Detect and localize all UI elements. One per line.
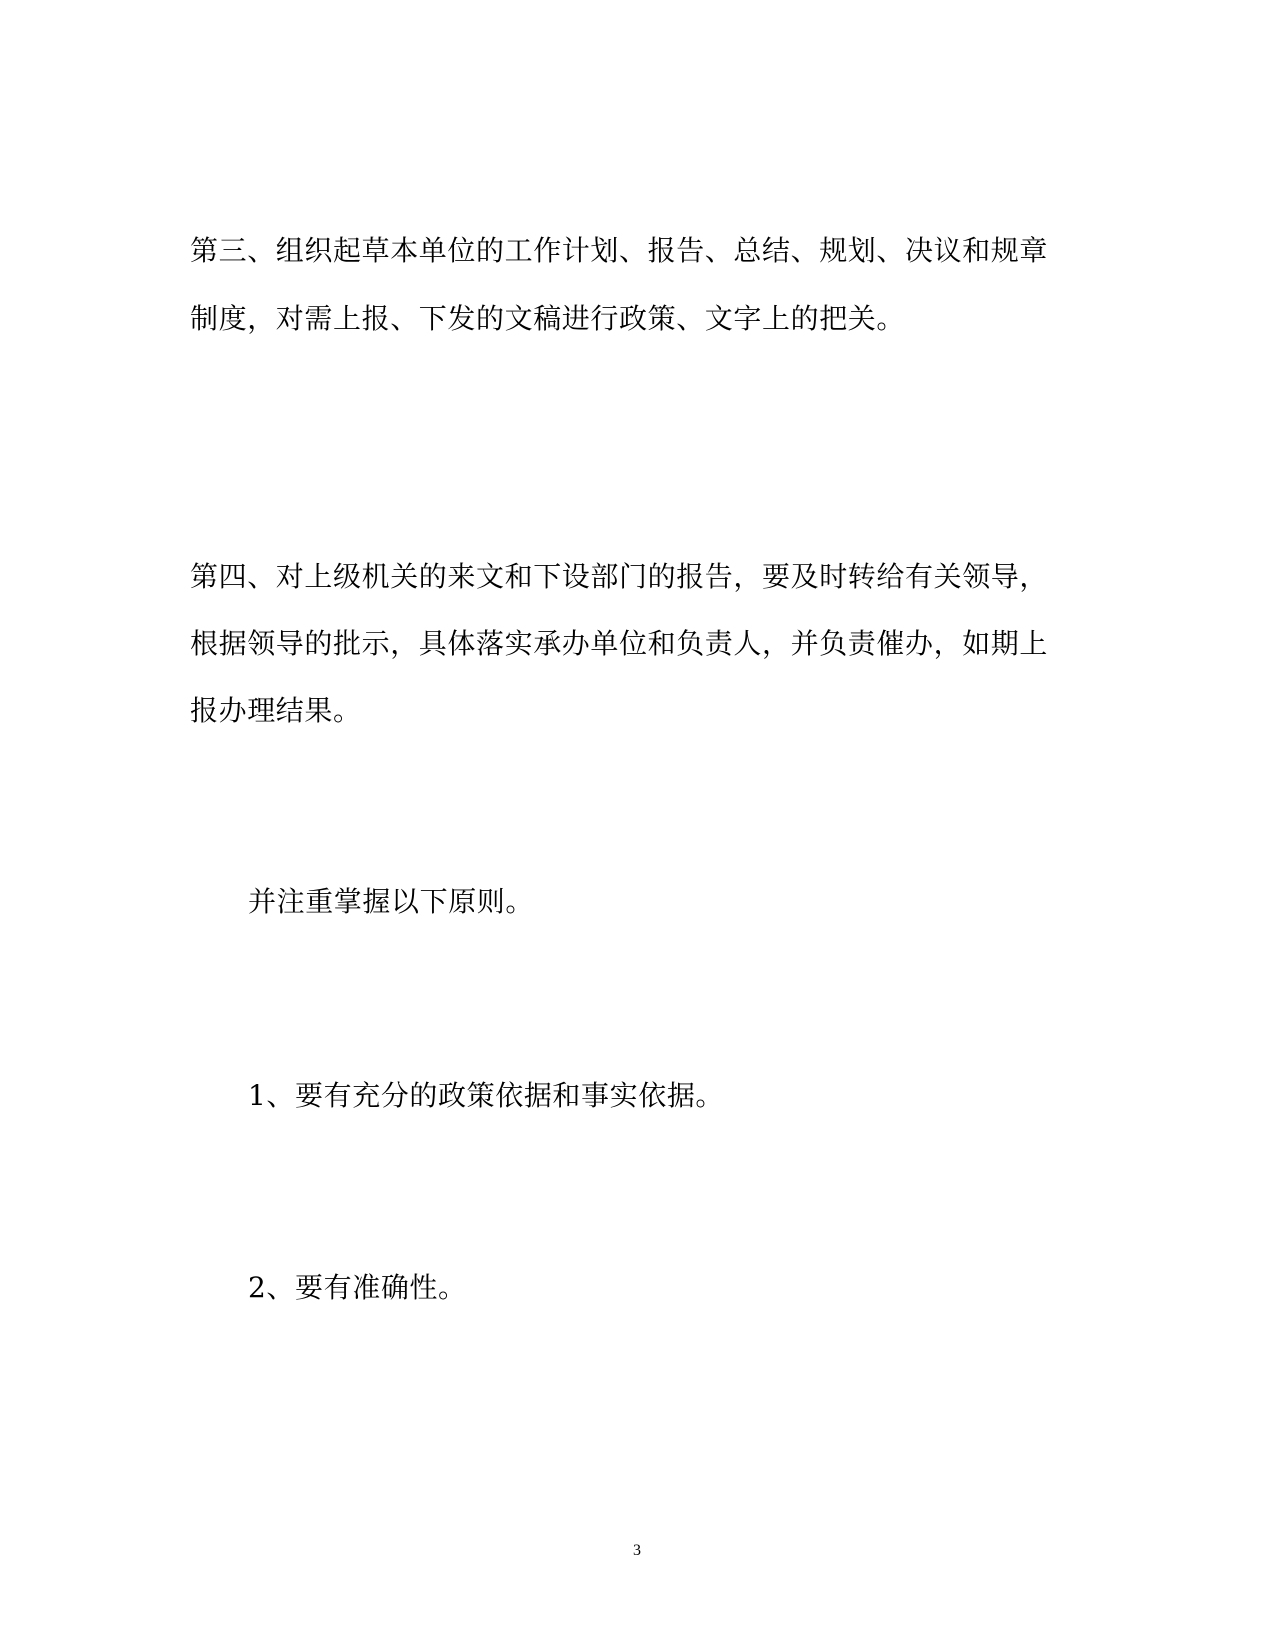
paragraph-3-line-1: 第三、组织起草本单位的工作计划、报告、总结、规划、决议和规章 bbox=[190, 234, 1049, 267]
paragraph-4-line-3: 报办理结果。 bbox=[190, 694, 362, 727]
paragraph-3-line-2: 制度，对需上报、下发的文稿进行政策、文字上的把关。 bbox=[190, 302, 906, 335]
principles-intro: 并注重掌握以下原则。 bbox=[248, 885, 535, 918]
paragraph-4-line-2: 根据领导的批示，具体落实承办单位和负责人，并负责催办，如期上 bbox=[190, 627, 1049, 660]
paragraph-4-line-1: 第四、对上级机关的来文和下设部门的报告，要及时转给有关领导， bbox=[190, 560, 1049, 593]
page-number: 3 bbox=[633, 1542, 641, 1559]
principle-item-1: 1、要有充分的政策依据和事实依据。 bbox=[248, 1079, 725, 1112]
principle-item-2: 2、要有准确性。 bbox=[248, 1271, 467, 1304]
